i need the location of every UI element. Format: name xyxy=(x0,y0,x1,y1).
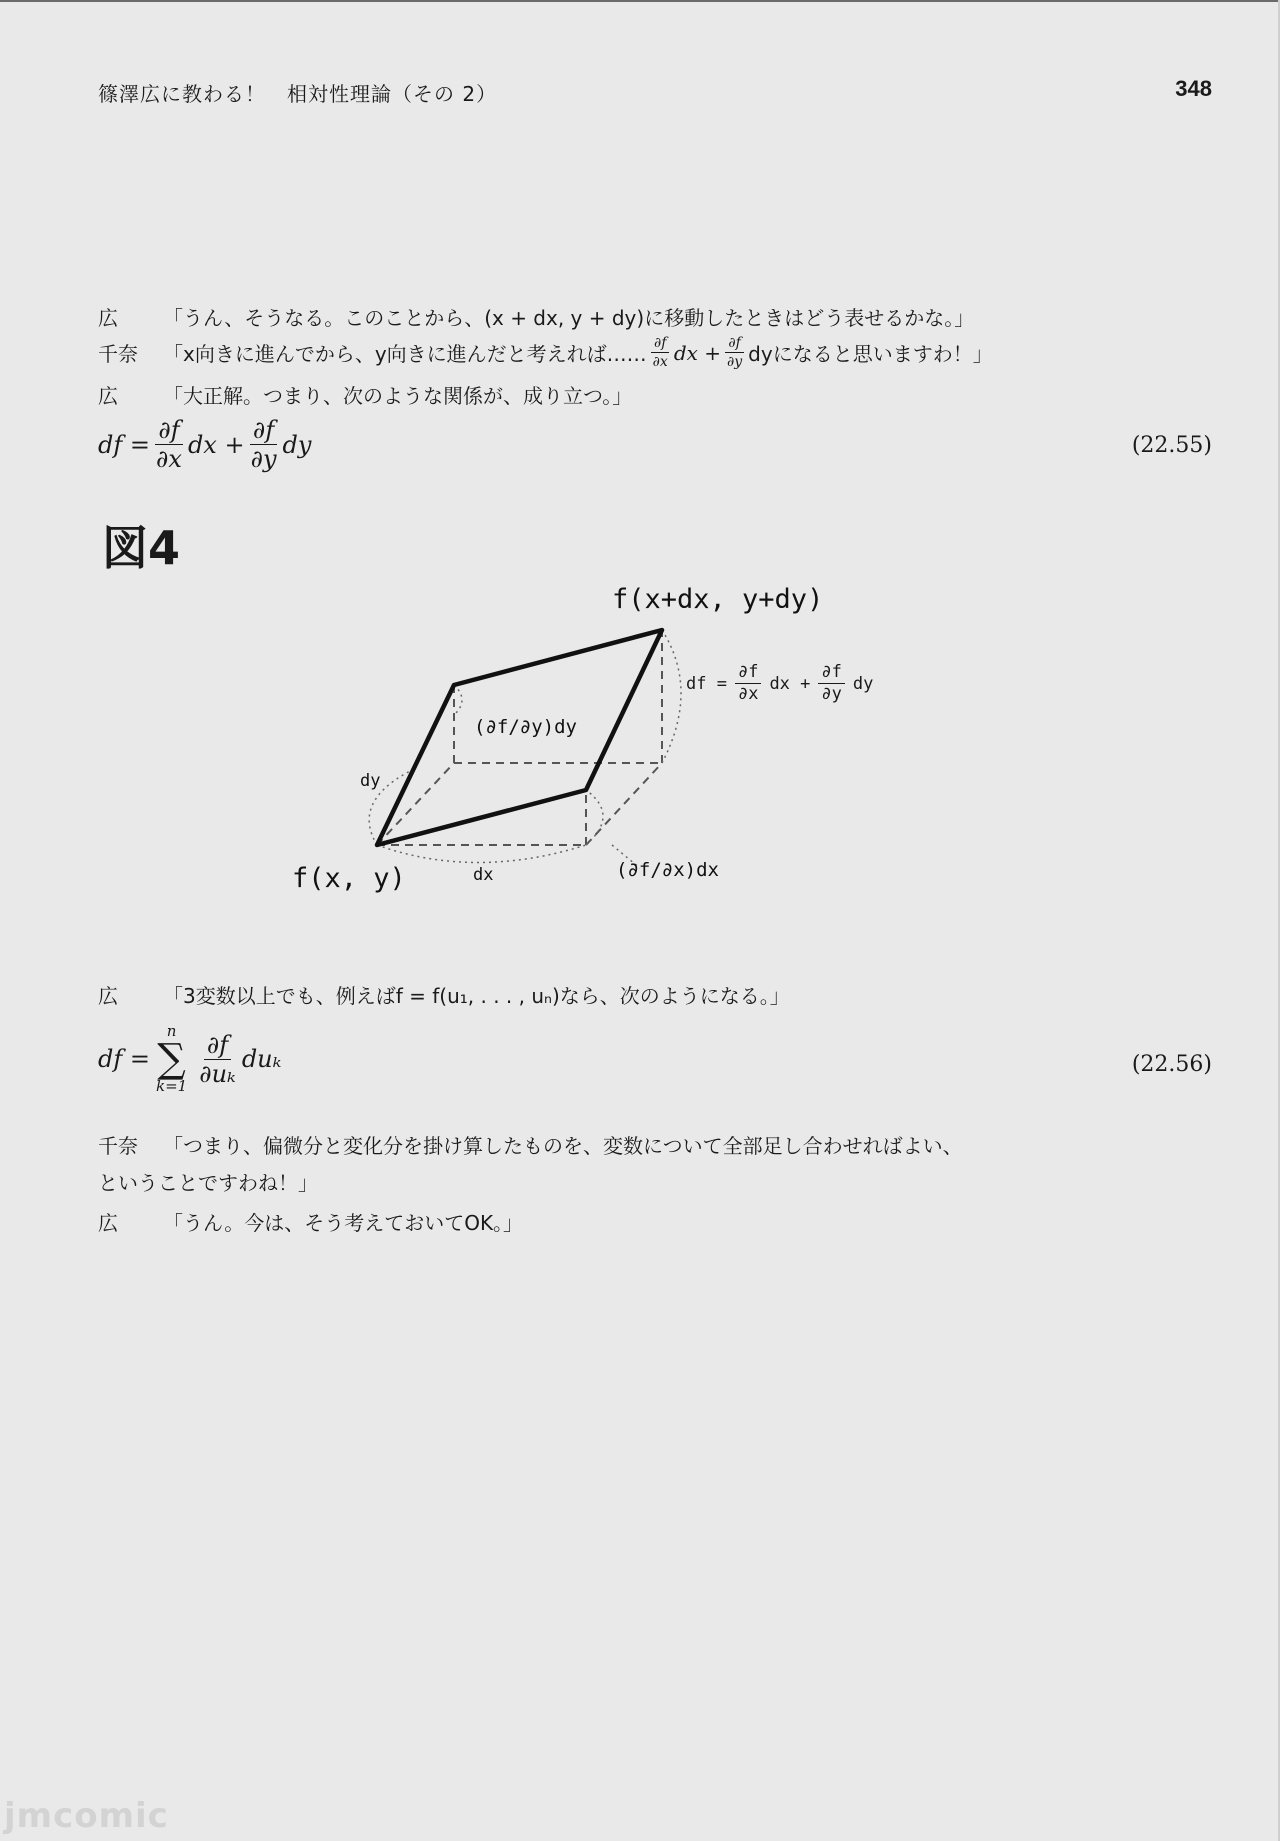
fraction-denominator: ∂uₖ xyxy=(199,1059,236,1088)
fraction-denominator: ∂y xyxy=(250,445,277,473)
speaker-name: 広 xyxy=(98,384,118,408)
figure-formula xyxy=(686,664,873,703)
fraction-denominator: ∂x xyxy=(155,445,182,473)
top-right-label: f(x+dx, y+dy) xyxy=(612,584,824,615)
speech-text: 「うん。今は、そう考えておいてOK。」 xyxy=(163,1211,524,1235)
fraction-numerator: ∂f xyxy=(651,336,669,353)
sum-upper-limit: n xyxy=(166,1022,177,1040)
formula-term: dy xyxy=(852,673,874,694)
sum-lower-limit: k=1 xyxy=(155,1077,188,1095)
speech-text: dyになると思いますわ！」 xyxy=(748,342,993,366)
speaker-name: 広 xyxy=(98,306,118,330)
fraction-numerator: ∂f xyxy=(250,418,277,445)
speaker-name: 千奈 xyxy=(98,342,138,366)
equation-term: dy xyxy=(282,430,312,459)
partial-y-label: (∂f/∂y)dy xyxy=(474,716,577,738)
dotted-df-brace xyxy=(662,630,681,763)
fraction-numerator: ∂f xyxy=(818,664,844,684)
dotted-partial-y-brace xyxy=(454,685,462,715)
equation-number: (22.56) xyxy=(1131,1052,1212,1077)
speaker-name: 千奈 xyxy=(98,1134,138,1158)
dotted-dx-brace xyxy=(377,845,586,863)
equation-22-56 xyxy=(98,1024,281,1094)
fraction-denominator: ∂x xyxy=(737,684,759,704)
page-number: 348 xyxy=(1175,76,1212,101)
speech-text: 「x向きに進んでから、y向きに進んだと考えれば…… xyxy=(163,342,647,366)
fraction-denominator: ∂y xyxy=(821,684,842,704)
summation xyxy=(156,1024,187,1094)
fraction-denominator: ∂x xyxy=(652,354,668,370)
sum-sigma: ∑ xyxy=(157,1036,186,1082)
partial-x-label: (∂f/∂x)dx xyxy=(616,859,719,881)
equation-fraction xyxy=(196,1030,239,1088)
dialogue-line xyxy=(98,1130,963,1159)
speech-text: 「うん、そうなる。このことから、(x + dx, y + dy)に移動したときはどう表せるかな。」 xyxy=(163,306,975,330)
running-header-title: 篠澤広に教わる！ 相対性理論（その 2） xyxy=(98,82,498,106)
dy-label: dy xyxy=(360,771,381,791)
equation-lhs: df = xyxy=(98,430,150,459)
speaker-name: 広 xyxy=(98,984,118,1008)
fraction-numerator: ∂f xyxy=(735,664,761,684)
formula-lhs: df = xyxy=(686,673,727,694)
speech-text: 「大正解。つまり、次のような関係が、成り立つ。」 xyxy=(163,384,633,408)
formula-fraction xyxy=(818,664,844,703)
equation-lhs: df = xyxy=(98,1045,150,1073)
dialogue-line xyxy=(98,1167,318,1196)
dashed-side-edge xyxy=(586,763,662,845)
figure-label: 図4 xyxy=(102,521,181,575)
dx-label: dx xyxy=(473,865,494,885)
origin-label: f(x, y) xyxy=(292,863,406,894)
dialogue-line xyxy=(98,980,790,1009)
speech-text: 「3変数以上でも、例えばf = f(u₁, . . . , uₙ)なら、次のようになる。」 xyxy=(163,984,790,1008)
equation-term: dx + xyxy=(187,430,245,459)
speaker-name: 広 xyxy=(98,1211,118,1235)
formula-term: dx + xyxy=(769,673,811,694)
fraction-numerator: ∂f xyxy=(725,336,743,353)
speech-text: 「つまり、偏微分と変化分を掛け算したものを、変数について全部足し合わせればよい、 xyxy=(163,1134,963,1158)
speech-text: ということですわね！」 xyxy=(98,1171,318,1195)
fraction-denominator: ∂y xyxy=(727,354,743,370)
fraction-numerator: ∂f xyxy=(204,1033,231,1060)
dotted-partial-x-brace xyxy=(586,790,603,845)
inline-math: dx + xyxy=(673,340,722,365)
formula-fraction xyxy=(735,664,761,703)
equation-term: duₖ xyxy=(241,1045,282,1073)
watermark-logo: jmcomic xyxy=(4,1796,169,1836)
fraction-numerator: ∂f xyxy=(155,418,182,445)
dialogue-line xyxy=(98,1207,523,1236)
equation-number: (22.55) xyxy=(1131,433,1212,458)
